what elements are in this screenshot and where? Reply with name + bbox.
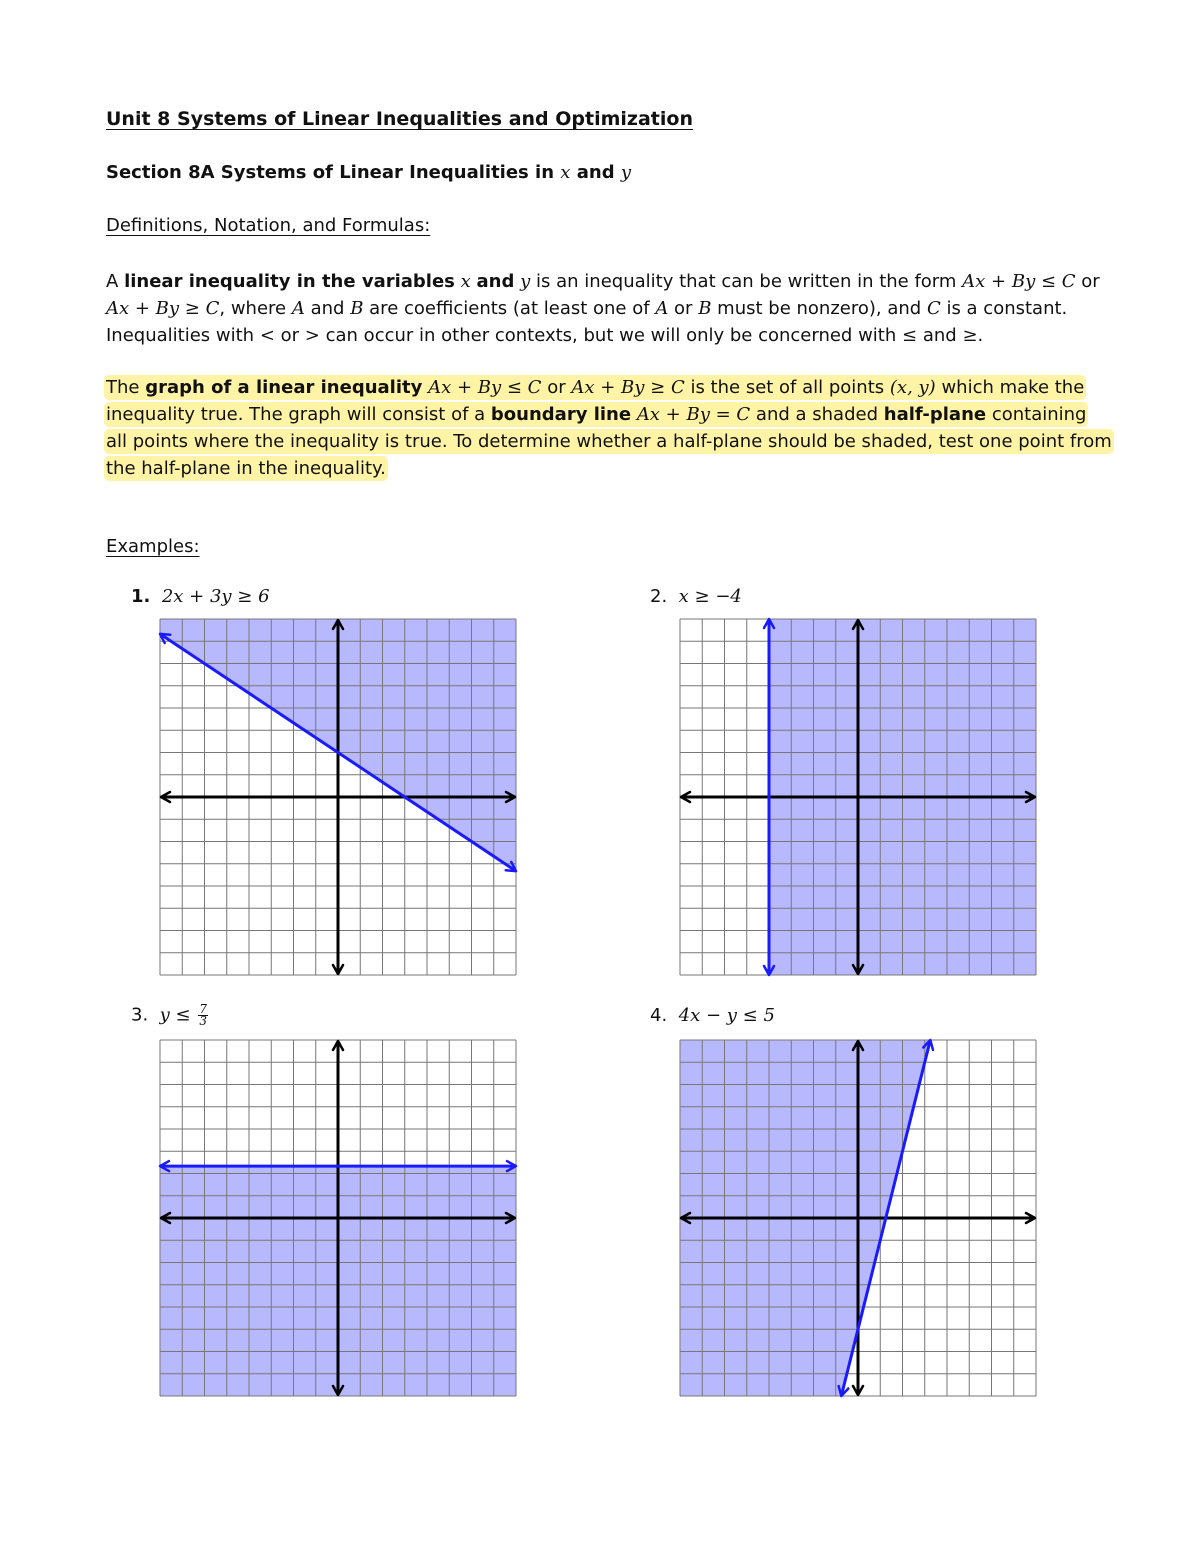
example-1-label: 1. 2x + 3y ≥ 6 — [131, 586, 270, 607]
graph-example-4 — [678, 1038, 1038, 1398]
definitions-heading: Definitions, Notation, and Formulas: — [106, 215, 431, 236]
graph-example-3 — [158, 1038, 518, 1398]
example-2-label: 2. x ≥ −4 — [650, 586, 742, 607]
examples-heading: Examples: — [106, 536, 200, 557]
example-4-label: 4. 4x − y ≤ 5 — [650, 1005, 775, 1026]
unit-title: Unit 8 Systems of Linear Inequalities and Optimization — [106, 108, 693, 130]
fraction-seven-thirds: $\frac{7}{3}$ — [199, 1002, 207, 1028]
definition-linear-inequality: A linear inequality in the variables x and y is an inequality that can be written in the form Ax + By ≤ C or Ax + By ≥ C, where A and B are coefficients (at least one of A or B must be nonzero), and C is a constant. Inequalities with < or > can occur in other contexts, but we will only be concerned with ≤ and ≥. — [106, 271, 1100, 346]
definition-graph-highlighted: The graph of a linear inequality Ax + By ≤ C or Ax + By ≥ C is the set of all points (x, y) which make the inequality true. The graph will consist of a boundary line Ax + By = C and a shaded half-plane containing all points where the inequality is true. To determine whether a half-plane should be shaded, test one point from the half-plane in the inequality. — [106, 377, 1112, 479]
graph-example-1 — [158, 617, 518, 977]
section-heading: Section 8A Systems of Linear Inequalities in x and y — [106, 162, 632, 183]
graph-example-2 — [678, 617, 1038, 977]
example-3-label: 3. y ≤ $\frac{7}{3}$ — [131, 1002, 207, 1028]
